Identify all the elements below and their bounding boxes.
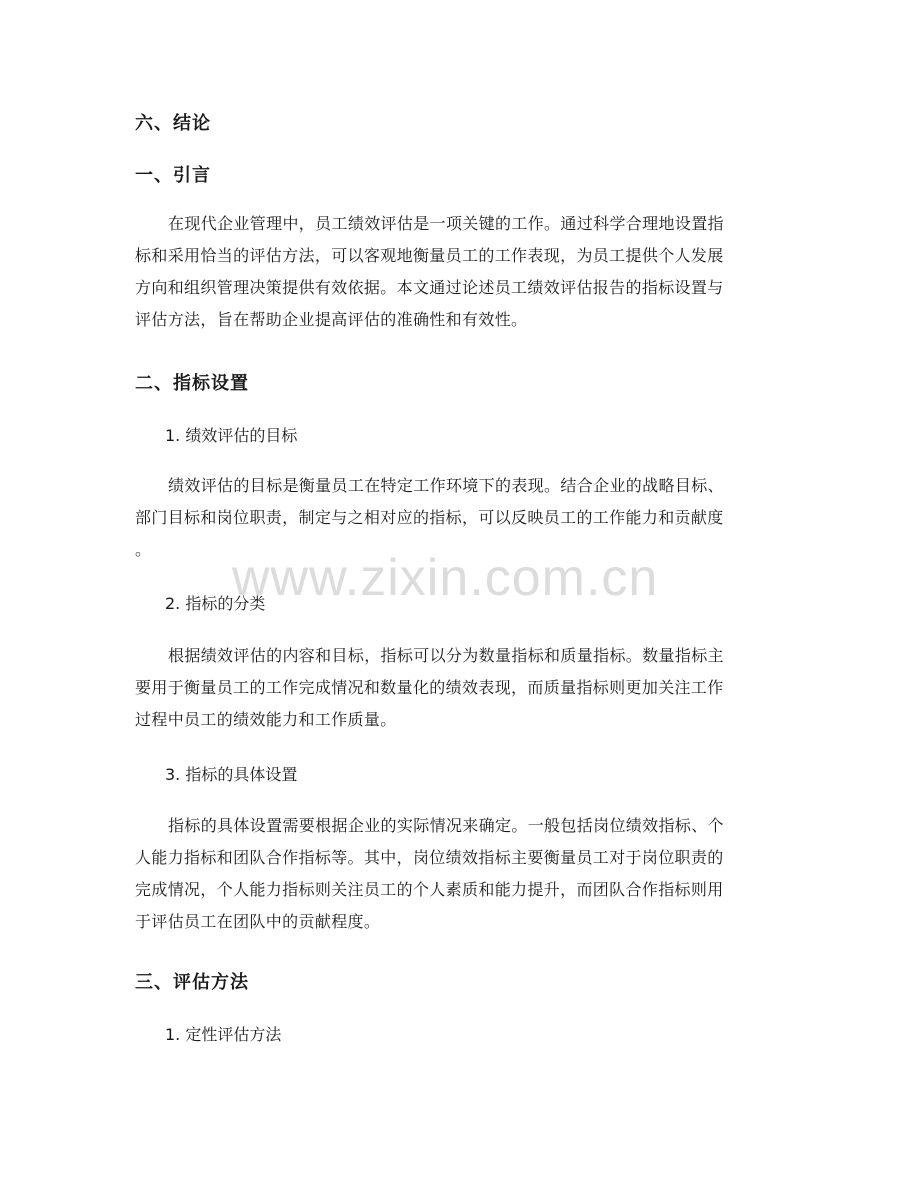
paragraph-line: 过程中员工的绩效能力和工作质量。 xyxy=(135,710,397,729)
paragraph-line: 完成情况，个人能力指标则关注员工的个人素质和能力提升，而团队合作指标则用 xyxy=(135,880,724,899)
paragraph-line: 绩效评估的目标是衡量员工在特定工作环境下的表现。结合企业的战略目标、 xyxy=(168,476,724,495)
paragraph-line: 方向和组织管理决策提供有效依据。本文通过论述员工绩效评估报告的指标设置与 xyxy=(135,278,724,297)
watermark: www.zixin.com.cn xyxy=(232,549,659,607)
specific-settings-paragraph xyxy=(135,810,785,938)
heading-intro: 一、引言 xyxy=(135,165,211,186)
paragraph-line: 部门目标和岗位职责，制定与之相对应的指标，可以反映员工的工作能力和贡献度 xyxy=(135,508,724,527)
subheading-goal: 1. 绩效评估的目标 xyxy=(165,426,298,445)
paragraph-line: 要用于衡量员工的工作完成情况和数量化的绩效表现，而质量指标则更加关注工作 xyxy=(135,678,724,697)
paragraph-line: 。 xyxy=(135,540,152,559)
paragraph-line: 在现代企业管理中，员工绩效评估是一项关键的工作。通过科学合理地设置指 xyxy=(168,214,724,233)
goal-paragraph xyxy=(135,470,785,566)
subheading-qualitative: 1. 定性评估方法 xyxy=(165,1025,282,1044)
heading-methods: 三、评估方法 xyxy=(135,972,249,993)
subheading-specific-settings: 3. 指标的具体设置 xyxy=(165,765,298,784)
paragraph-line: 评估方法，旨在帮助企业提高评估的准确性和有效性。 xyxy=(135,310,528,329)
subheading-classification: 2. 指标的分类 xyxy=(165,594,266,613)
heading-indicators: 二、指标设置 xyxy=(135,373,249,394)
paragraph-line: 根据绩效评估的内容和目标，指标可以分为数量指标和质量指标。数量指标主 xyxy=(168,646,724,665)
classification-paragraph xyxy=(135,640,785,736)
paragraph-line: 于评估员工在团队中的贡献程度。 xyxy=(135,912,381,931)
paragraph-line: 人能力指标和团队合作指标等。其中，岗位绩效指标主要衡量员工对于岗位职责的 xyxy=(135,848,724,867)
intro-paragraph xyxy=(135,208,785,336)
paragraph-line: 标和采用恰当的评估方法，可以客观地衡量员工的工作表现，为员工提供个人发展 xyxy=(135,246,724,265)
heading-conclusion: 六、结论 xyxy=(135,113,211,134)
paragraph-line: 指标的具体设置需要根据企业的实际情况来确定。一般包括岗位绩效指标、个 xyxy=(168,816,724,835)
